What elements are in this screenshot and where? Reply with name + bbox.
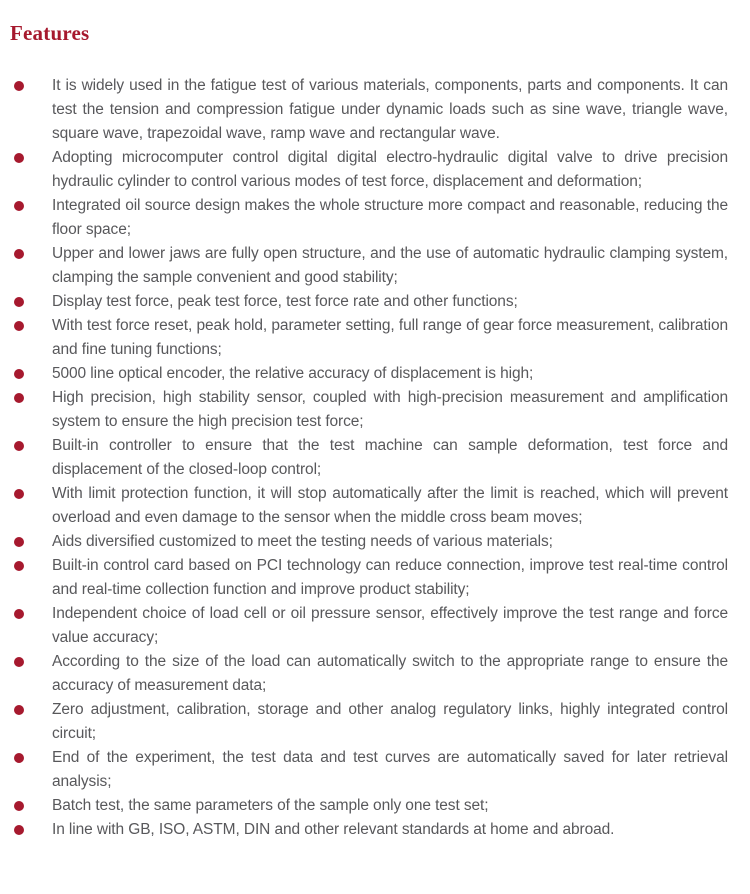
bullet-icon (14, 369, 24, 379)
bullet-icon (14, 801, 24, 811)
feature-text: With test force reset, peak hold, parameter setting, full range of gear force measurement, calibration and fine tuning functions; (52, 317, 728, 358)
bullet-icon (14, 321, 24, 331)
feature-text: Integrated oil source design makes the whole structure more compact and reasonable, reducing the floor space; (52, 197, 728, 238)
bullet-icon (14, 705, 24, 715)
feature-text: It is widely used in the fatigue test of various materials, components, parts and components. It can test the tension and compression fatigue under dynamic loads such as sine wave, triangle wave, square wave, trapezoidal wave, ramp wave and rectangular wave. (52, 77, 728, 142)
feature-text: Adopting microcomputer control digital digital electro-hydraulic digital valve to drive precision hydraulic cylinder to control various modes of test force, displacement and deformation; (52, 149, 728, 190)
list-item (14, 794, 728, 818)
bullet-icon (14, 753, 24, 763)
bullet-icon (14, 537, 24, 547)
list-item (14, 194, 728, 242)
page-title: Features (10, 21, 90, 45)
feature-text: High precision, high stability sensor, coupled with high-precision measurement and amplification system to ensure the high precision test force; (52, 389, 728, 430)
feature-text: According to the size of the load can automatically switch to the appropriate range to ensure the accuracy of measurement data; (52, 653, 728, 694)
feature-text: Batch test, the same parameters of the sample only one test set; (52, 797, 489, 814)
list-item (14, 818, 728, 842)
bullet-icon (14, 825, 24, 835)
list-item (14, 530, 728, 554)
feature-text: Built-in control card based on PCI technology can reduce connection, improve test real-time control and real-time collection function and improve product stability; (52, 557, 728, 598)
bullet-icon (14, 441, 24, 451)
bullet-icon (14, 609, 24, 619)
list-item (14, 482, 728, 530)
feature-text: With limit protection function, it will stop automatically after the limit is reached, which will prevent overload and even damage to the sensor when the middle cross beam moves; (52, 485, 728, 526)
list-item (14, 602, 728, 650)
feature-text: Upper and lower jaws are fully open structure, and the use of automatic hydraulic clamping system, clamping the sample convenient and good stability; (52, 245, 728, 286)
feature-text: In line with GB, ISO, ASTM, DIN and other relevant standards at home and abroad. (52, 821, 615, 838)
bullet-icon (14, 657, 24, 667)
list-item (14, 290, 728, 314)
feature-text: 5000 line optical encoder, the relative accuracy of displacement is high; (52, 365, 534, 382)
feature-text: Independent choice of load cell or oil pressure sensor, effectively improve the test range and force value accuracy; (52, 605, 728, 646)
list-item (14, 698, 728, 746)
feature-text: Display test force, peak test force, test force rate and other functions; (52, 293, 518, 310)
feature-text: Zero adjustment, calibration, storage and other analog regulatory links, highly integrated control circuit; (52, 701, 728, 742)
feature-text: End of the experiment, the test data and test curves are automatically saved for later retrieval analysis; (52, 749, 728, 790)
list-item (14, 314, 728, 362)
list-item (14, 146, 728, 194)
list-item (14, 362, 728, 386)
bullet-icon (14, 81, 24, 91)
list-item (14, 554, 728, 602)
list-item (14, 650, 728, 698)
list-item (14, 74, 728, 146)
list-item (14, 386, 728, 434)
features-list (0, 74, 750, 842)
list-item (14, 434, 728, 482)
bullet-icon (14, 201, 24, 211)
feature-text: Built-in controller to ensure that the test machine can sample deformation, test force and displacement of the closed-loop control; (52, 437, 728, 478)
bullet-icon (14, 153, 24, 163)
list-item (14, 242, 728, 290)
bullet-icon (14, 249, 24, 259)
feature-text: Aids diversified customized to meet the testing needs of various materials; (52, 533, 553, 550)
bullet-icon (14, 297, 24, 307)
bullet-icon (14, 561, 24, 571)
bullet-icon (14, 393, 24, 403)
list-item (14, 746, 728, 794)
bullet-icon (14, 489, 24, 499)
